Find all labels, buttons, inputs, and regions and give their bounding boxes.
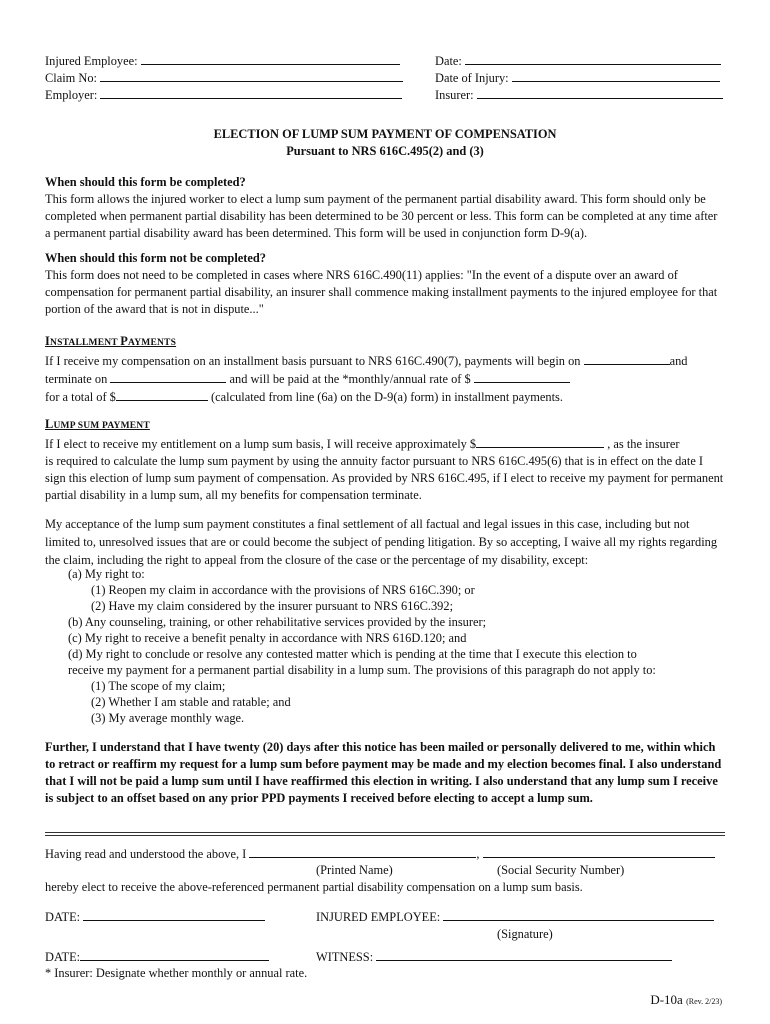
lump-sum-text-1b: , as the insurer [607,437,680,451]
divider-top [45,832,725,833]
date-of-injury-field[interactable] [512,69,720,82]
installment-line-2 [45,370,725,388]
ssn-caption: (Social Security Number) [497,863,625,877]
installment-begin-date-field[interactable] [584,352,670,365]
injured-employee-field[interactable] [141,52,400,65]
employer-row [45,86,402,104]
exception-d: (d) My right to conclude or resolve any contested matter which is pending at the time that I execute this election to [68,647,637,661]
installment-heading-part1: NSTALLMENT [50,338,121,348]
employer-field[interactable] [100,86,402,99]
injured-employee-sign-row [316,908,714,926]
lump-sum-text-1a: If I elect to receive my entitlement on a lump sum basis, I will receive approximately $ [45,437,477,451]
installment-total-field[interactable] [116,388,208,401]
exception-d3: (3) My average monthly wage. [91,711,245,725]
claim-no-label: Claim No: [45,71,97,85]
comma: , [476,847,480,861]
injured-employee-label: Injured Employee: [45,54,138,68]
injured-employee-signature-field[interactable] [443,908,714,921]
when-not-body: This form does not need to be completed in cases where NRS 616C.490(11) applies: "In the event of a dispute over an award of compensation for permanent partial disability, an insurer shall commence making installment payments to the injured employee for that portion of the award that is not in dispute..." [45,268,718,316]
witness-row [316,948,672,966]
form-title: ELECTION OF LUMP SUM PAYMENT OF COMPENSATION [213,127,557,141]
understand-body: Further, I understand that I have twenty (20) days after this notice has been mailed or personally delivered to me, within which to retract or reaffirm my request for a lump sum before payment may be made and my election becomes final. I also understand that I will not be paid a lump sum until I have reaffirmed this election in writing. I also understand that any lump sum I receive is subject to an offset based on any prior PPD payments I received before electing to accept a lump sum. [45,740,722,805]
date2-field[interactable] [80,948,269,961]
installment-rate-field[interactable] [474,370,570,383]
lump-sum-section [45,416,725,504]
insurer-row [435,86,723,104]
exception-b: (b) Any counseling, training, or other rehabilitative services provided by the insurer; [68,615,487,629]
date-label: Date: [435,54,462,68]
witness-signature-field[interactable] [376,948,672,961]
divider-bottom [45,835,725,836]
date-of-injury-label: Date of Injury: [435,71,509,85]
injured-employee-row [45,52,400,70]
exception-a1: (1) Reopen my claim in accordance with the provisions of NRS 616C.390; or [91,583,475,597]
installment-line-3 [45,388,725,406]
hereby-text: hereby elect to receive the above-referenced permanent partial disability compensation on a lump sum basis. [45,880,583,894]
exception-a: (a) My right to: [68,567,145,581]
when-not-section [45,250,725,318]
date-row [435,52,721,70]
installment-text-3b: (calculated from line (6a) on the D-9(a) form) in installment payments. [211,390,563,404]
exception-d1: (1) The scope of my claim; [91,679,226,693]
exception-a2: (2) Have my claim considered by the insurer pursuant to NRS 616C.392; [91,599,454,613]
exception-c: (c) My right to receive a benefit penalty in accordance with NRS 616D.120; and [68,631,467,645]
exception-d2: (2) Whether I am stable and ratable; and [91,695,291,709]
claim-no-field[interactable] [100,69,403,82]
installment-section [45,333,725,406]
date2-label: DATE: [45,950,81,964]
when-body: This form allows the injured worker to elect a lump sum payment of the permanent partial disability award. This form should only be completed when permanent partial disability has been determined to be 30 percent or less. This form can be completed at any time after a permanent partial disability award has been determined. This form will be used in conjunction form D-9(a). [45,192,718,240]
footnote: * Insurer: Designate whether monthly or annual rate. [45,966,308,980]
having-read-row [45,845,715,863]
employer-label: Employer: [45,88,98,102]
date1-label: DATE: [45,910,81,924]
acceptance-body: My acceptance of the lump sum payment constitutes a final settlement of all factual and legal issues in this case, including but not limited to, unresolved issues that are or could become the subject of pending litigation. By so accepting, I waive all my rights regarding the claim, including the right to appeal from the closure of the case or the percentage of my disability, except: [45,517,718,567]
installment-text-2b: and will be paid at the *monthly/annual rate of $ [229,372,471,386]
ssn-field[interactable] [483,845,715,858]
installment-heading-initial: I [45,334,51,348]
lump-sum-heading [45,416,725,435]
date-field[interactable] [465,52,721,65]
printed-name-caption: (Printed Name) [316,863,393,877]
when-heading: When should this form be completed? [45,175,246,189]
having-read-text: Having read and understood the above, I [45,847,247,861]
installment-terminate-date-field[interactable] [110,370,226,383]
form-subtitle: Pursuant to NRS 616C.495(2) and (3) [286,144,484,158]
installment-line-1 [45,352,725,370]
witness-label: WITNESS: [316,950,374,964]
exception-d-cont: receive my payment for a permanent partial disability in a lump sum. The provisions of this paragraph do not apply to: [68,663,656,677]
lump-sum-line-1 [45,435,725,453]
date-of-injury-row [435,69,720,87]
lump-sum-heading-initial: L [45,417,54,431]
date2-row [45,948,269,966]
insurer-field[interactable] [477,86,723,99]
when-not-heading: When should this form not be completed? [45,251,266,265]
installment-text-1b: and [669,354,688,368]
lump-sum-amount-field[interactable] [476,435,604,448]
installment-heading-initial2: P [120,334,129,348]
injured-employee-sign-label: INJURED EMPLOYEE: [316,910,441,924]
form-code [650,991,722,1010]
date1-row [45,908,265,926]
claim-no-row [45,69,403,87]
lump-sum-heading-rest: UMP SUM PAYMENT [53,421,150,431]
printed-name-field[interactable] [249,845,476,858]
installment-heading [45,333,725,352]
lump-sum-body: is required to calculate the lump sum payment by using the annuity factor pursuant to NRS 616C.495(6) that is in effect on the date I sign this election of lump sum payment of compensation. As provided by NRS 616C.495, if I elect to receive my payment for permanent partial disability in a lump sum, all my benefits for compensation terminate. [45,454,724,502]
installment-text-1a: If I receive my compensation on an installment basis pursuant to NRS 616C.490(7), payments will begin on [45,354,581,368]
installment-text-3a: for a total of $ [45,390,116,404]
form-code-text: D-10a [650,992,683,1007]
installment-heading-part2: AYMENTS [128,338,177,348]
revision-text: (Rev. 2/23) [686,997,722,1006]
insurer-label: Insurer: [435,88,474,102]
date1-field[interactable] [83,908,265,921]
signature-caption: (Signature) [497,927,553,941]
installment-text-2a: terminate on [45,372,108,386]
when-section [45,174,725,242]
